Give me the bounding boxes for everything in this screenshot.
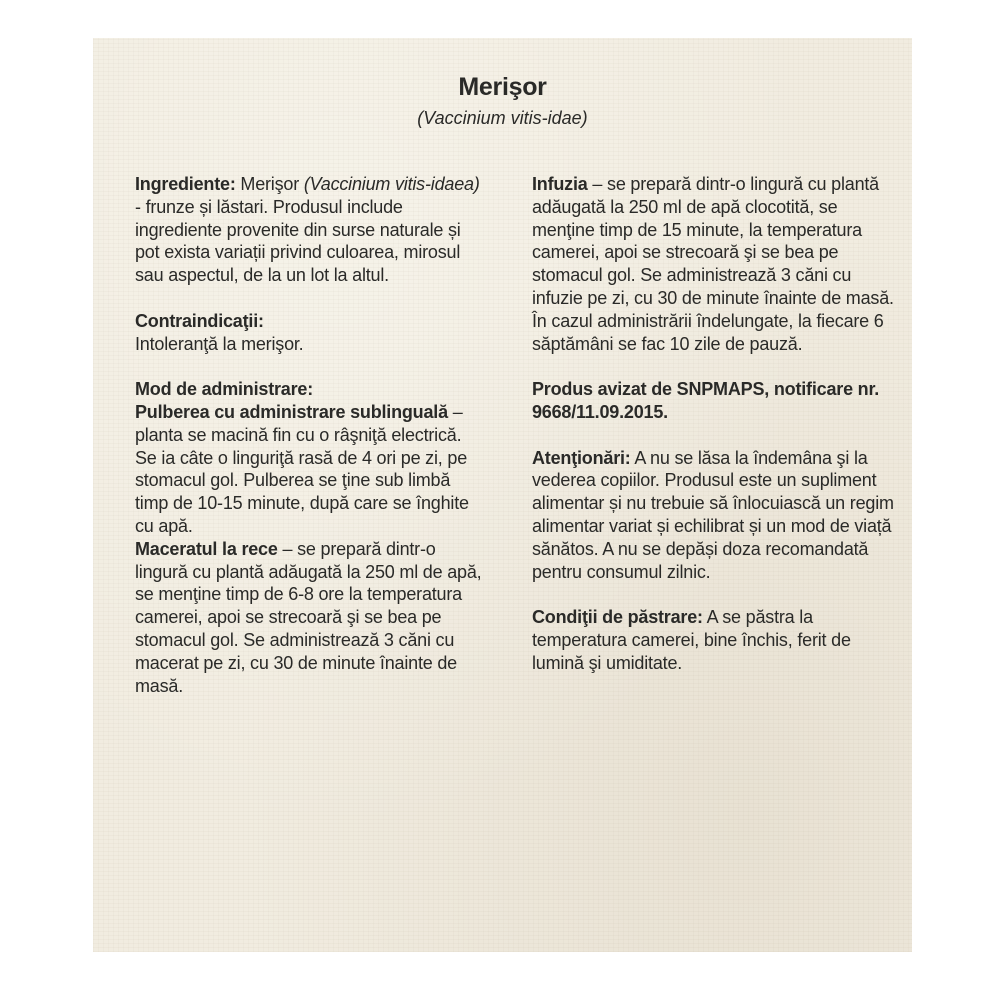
page-title: Merişor: [458, 73, 547, 101]
warnings-section: [532, 447, 902, 584]
powder-text: – planta se macină fin cu o râşniţă electrică. Se ia câte o linguriţă rasă de 4 ori pe zi, pe stomacul gol. Pulberea se ţine sub limbă timp de 10-15 minute, după care se înghite cu apă.: [135, 401, 469, 536]
administration-heading: Mod de administrare:: [135, 379, 314, 400]
ingredients-text-b: - frunze și lăstari. Produsul include ingrediente provenite din surse naturale și pot exista variații privind culoarea, mirosul sau aspectul, de la un lot la altul.: [135, 196, 461, 286]
infusion-heading: Infuzia: [532, 174, 588, 194]
storage-section: [532, 606, 902, 674]
macerate-section: [135, 538, 485, 698]
product-label: [93, 38, 912, 952]
contraindications-heading: Contraindicaţii:: [135, 310, 264, 331]
ingredients-section: [135, 173, 485, 287]
contraindications-text: Intoleranţă la merişor.: [135, 333, 304, 354]
storage-text: A se păstra la temperatura camerei, bine închis, ferit de lumină şi umiditate.: [532, 607, 851, 673]
warnings-text: A nu se lăsa la îndemâna şi la vederea copiilor. Produsul este un supliment alimentar și nu trebuie să înlocuiască un regim alimentar variat și echilibrat și un mod de viață sănătos. A nu se depăși doza recomandată pentru consumul zilnic.: [532, 447, 894, 582]
ingredients-heading: Ingrediente:: [135, 174, 236, 194]
ingredients-text-a: Merişor: [235, 174, 304, 194]
infusion-text: – se prepară dintr-o lingură cu plantă adăugată la 250 ml de apă clocotită, se menţine timp de 15 minute, la temperatura camerei, apoi se strecoară şi se bea pe stomacul gol. Se administrează 3 căni cu infuzie pe zi, cu 30 de minute înainte de masă. În cazul administrării îndelungate, la fiecare 6 săptămâni se fac 10 zile de pauză.: [532, 174, 894, 354]
ingredients-latin: (Vaccinium vitis-idaea): [303, 174, 480, 194]
approval-notice: Produs avizat de SNPMAPS, notificare nr. 9668/11.09.2015.: [532, 379, 880, 422]
latin-name: (Vaccinium vitis-idae): [417, 108, 588, 128]
warnings-heading: Atenţionări:: [532, 447, 631, 468]
macerate-text: – se prepară dintr-o lingură cu plantă adăugată la 250 ml de apă, se menţine timp de 6-8 ore la temperatura camerei, apoi se strecoară şi se bea pe stomacul gol. Se administrează 3 căni cu macerat pe zi, cu 30 de minute înainte de masă.: [135, 538, 482, 696]
right-column: [532, 173, 902, 675]
powder-section: [135, 401, 485, 538]
macerate-heading: Maceratul la rece: [135, 538, 278, 559]
left-column: [135, 173, 485, 697]
infusion-section: [532, 173, 902, 355]
storage-heading: Condiţii de păstrare:: [532, 607, 703, 628]
powder-heading: Pulberea cu administrare sublinguală: [135, 401, 448, 422]
